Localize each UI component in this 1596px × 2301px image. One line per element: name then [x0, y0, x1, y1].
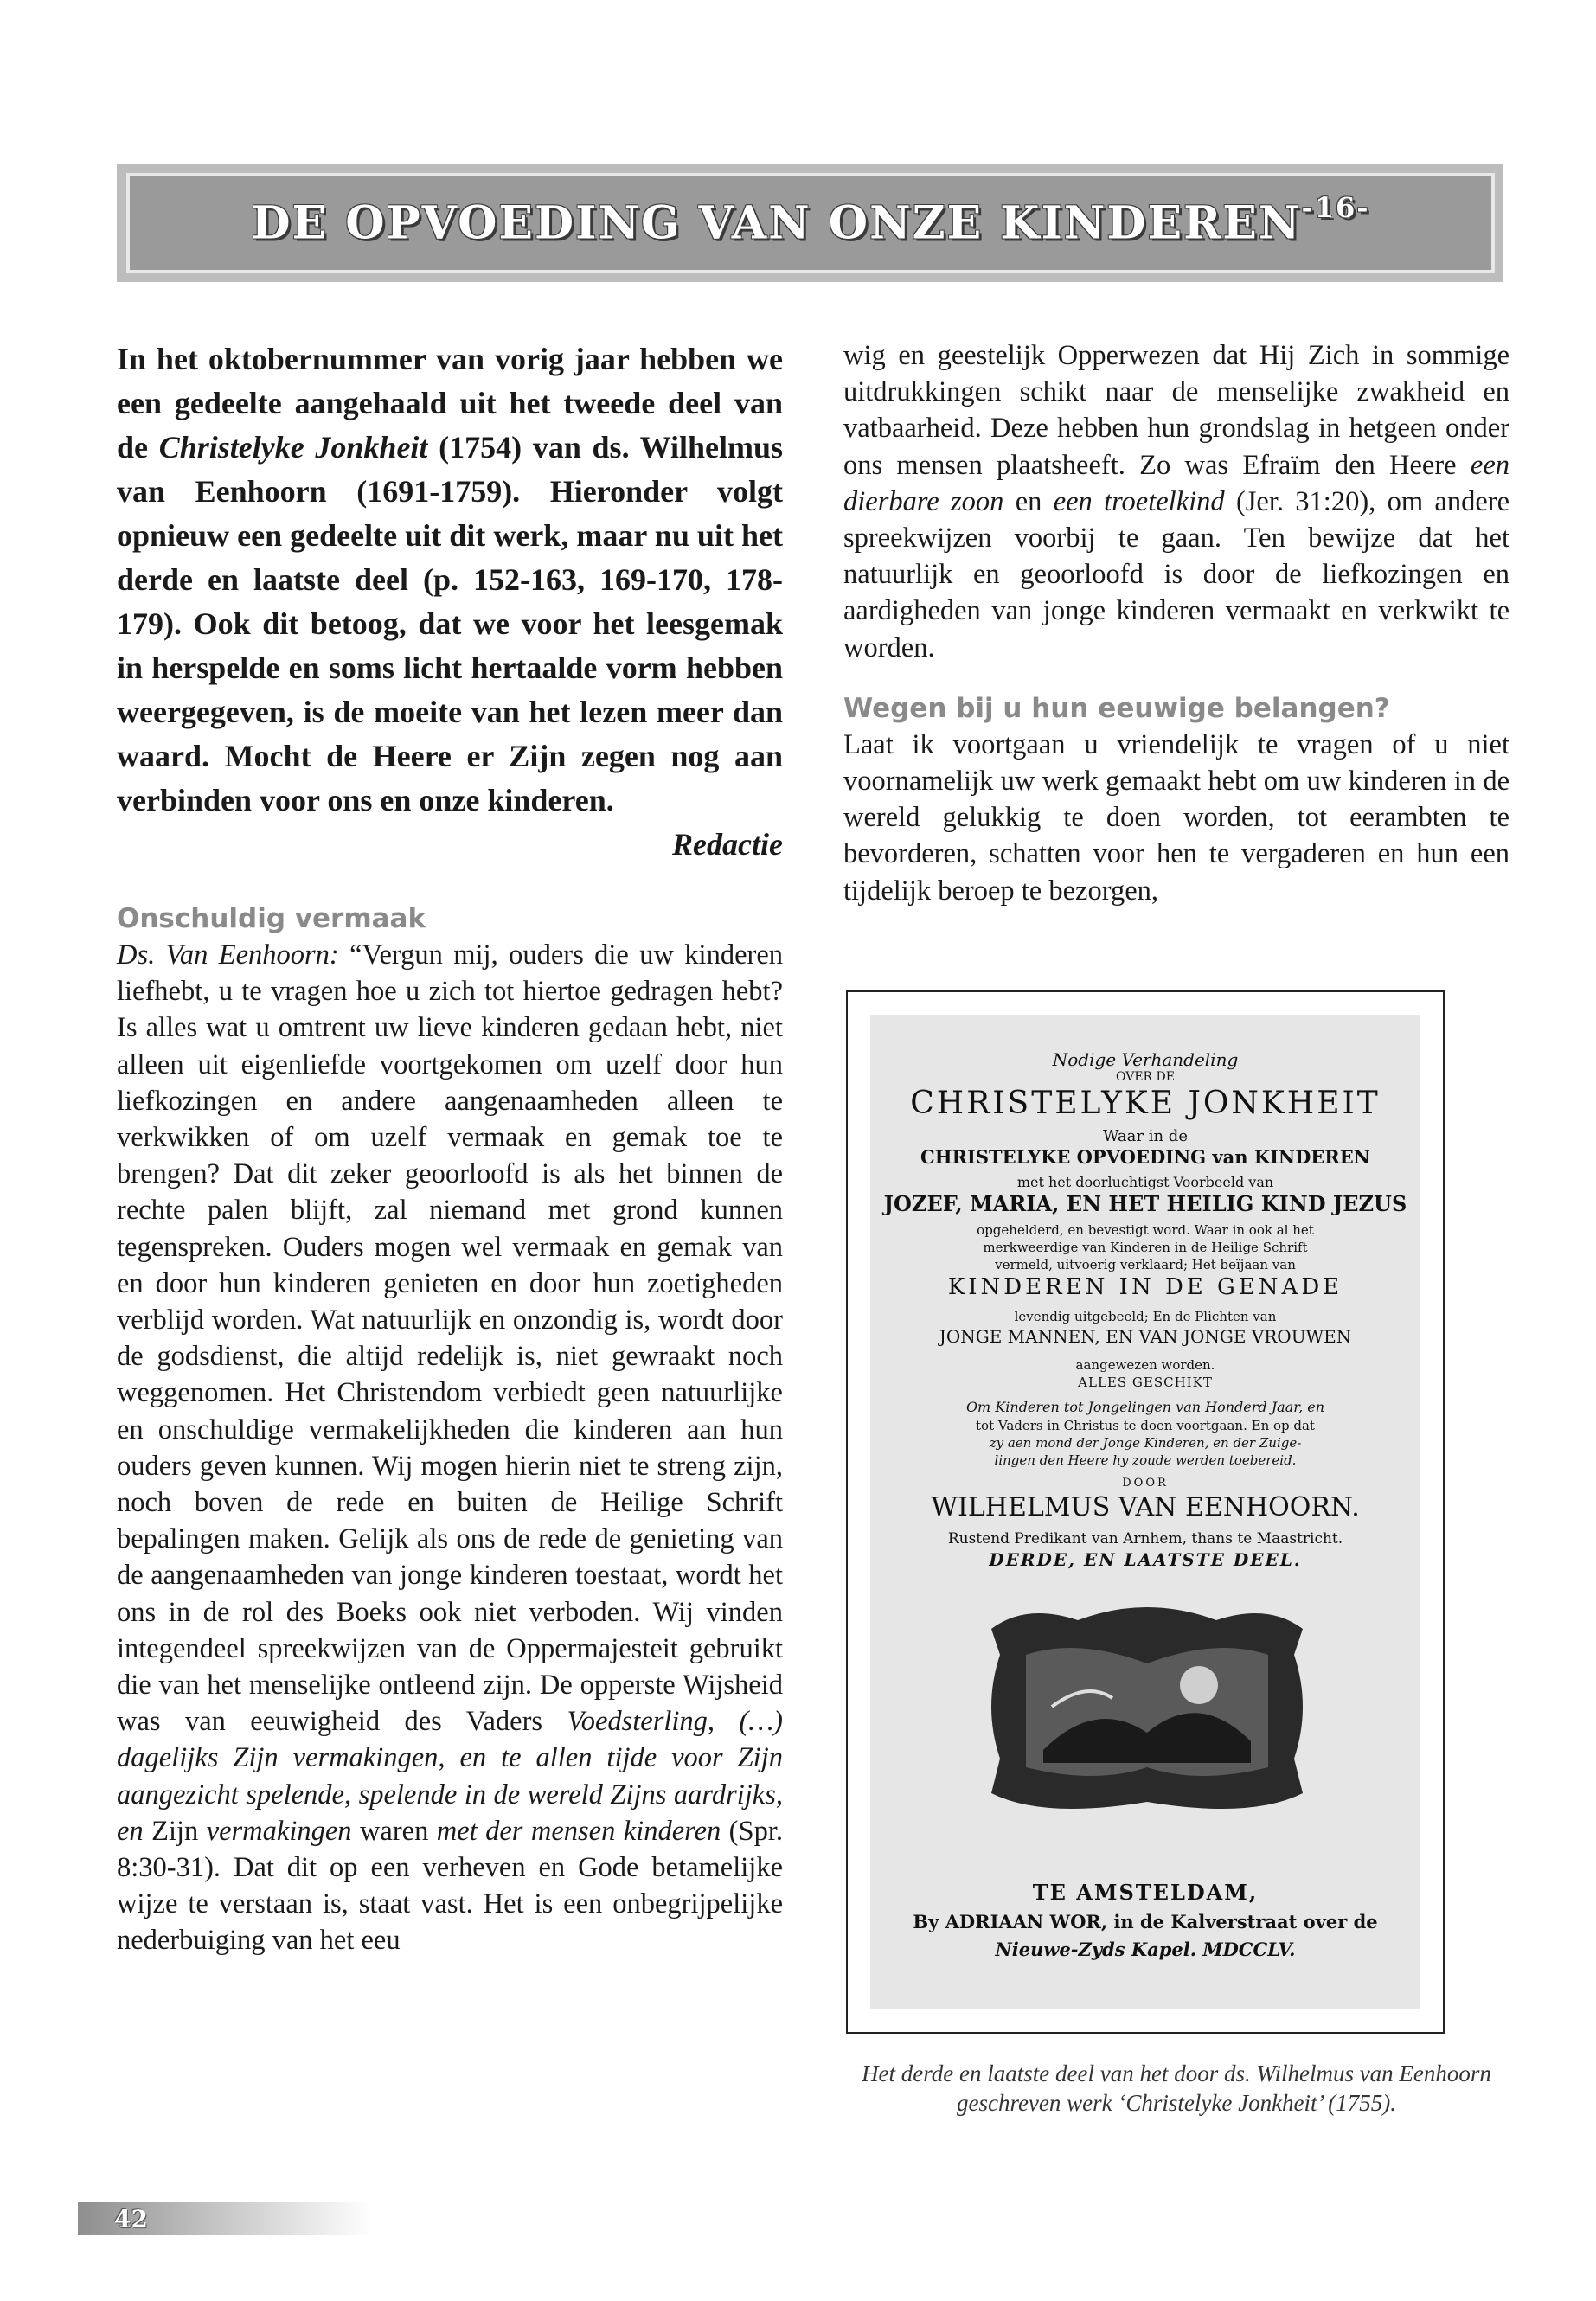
page-title: DE OPVOEDING VAN ONZE $KINDEREN^{-16-}$ [251, 191, 1370, 250]
tp-line: CHRISTELYKE JONKHEIT [910, 1086, 1381, 1121]
tp-line: ALLES GESCHIKT [1078, 1375, 1213, 1390]
left-column [117, 337, 783, 1959]
tp-line: levendig uitgebeeld; En de Plichten van [1014, 1309, 1277, 1324]
tp-line: TE AMSTELDAM, [1032, 1880, 1259, 1905]
tp-line: By ADRIAAN WOR, in de Kalverstraat over de [913, 1911, 1378, 1932]
tp-line: Rustend Predikant van Arnhem, thans te Maastricht. [947, 1530, 1343, 1548]
tp-line: aangewezen worden. [1075, 1357, 1215, 1373]
series-number: -16- [1301, 191, 1370, 225]
tp-line: Nieuwe-Zyds Kapel. MDCCLV. [995, 1939, 1296, 1960]
tp-line: vermeld, uitvoerig verklaard; Het beïjaan van [995, 1257, 1296, 1272]
tp-line: opgehelderd, en bevestigt word. Waar in ook al het [977, 1222, 1314, 1238]
tp-line: WILHELMUS VAN EENHOORN. [931, 1492, 1360, 1522]
tp-line: OVER DE [1116, 1070, 1175, 1084]
title-page-scan [870, 1015, 1420, 2009]
tp-line: zy aen mond der Jonge Kinderen, en der Zuige- [989, 1435, 1302, 1451]
title-box [126, 173, 1495, 273]
right-column [843, 337, 1509, 909]
tp-line: DERDE, EN LAATSTE DEEL. [989, 1549, 1302, 1570]
tp-line: Waar in de [1103, 1127, 1188, 1145]
engraving-vignette [974, 1603, 1320, 1819]
tp-line: JONGE MANNEN, EN VAN JONGE VROUWEN [939, 1326, 1352, 1347]
continued-paragraph: wig en geestelijk Opperwezen dat Hij Zich in sommige uitdrukkingen schikt naar de menselijke zwakheid en vatbaarheid. Deze hebben hun grondslag in hetgeen onder ons mensen plaatsheeft. Zo was Efraïm den Heere een dierbare zoon en een troetelkind (Jer. 31:20), om andere spreekwijzen voorbij te gaan. Ten bewijze dat het natuurlijk en geoorloofd is door de liefkozingen en aardigheden van jonge kinderen vermaakt en verkwikt te worden. [843, 340, 1509, 663]
tp-line: lingen den Heere hy zoude werden toebereid. [994, 1452, 1297, 1468]
tp-line: CHRISTELYKE OPVOEDING van KINDEREN [920, 1146, 1370, 1168]
figure-caption: Het derde en laatste deel van het door ds. Wilhelmus van Eenhoorn geschreven werk ‘Christelyke Jonkheit’ (1755). [862, 2061, 1491, 2116]
tp-line: JOZEF, MARIA, EN HET HEILIG KIND JEZUS [883, 1191, 1407, 1216]
section-body-belangen: Laat ik voortgaan u vriendelijk te vragen of u niet voornamelijk uw werk gemaakt hebt om uw kinderen in de wereld gelukkig te doen worden, tot eerambten te bevorderen, schatten voor hen te vergaderen en hun een tijdelijk beroep te bezorgen, [843, 728, 1509, 907]
tp-line: KINDEREN IN DE GENADE [947, 1274, 1343, 1300]
page-number: 42 [114, 2205, 148, 2234]
intro-paragraph: In het oktobernummer van vorig jaar hebben we een gedeelte aangehaald uit het tweede deel van de Christelyke Jonkheit (1754) van ds. Wilhelmus van Eenhoorn (1691-1759). Hieronder volgt opnieuw een gedeelte uit dit werk, maar nu uit het derde en laatste deel (p. 152-163, 169-170, 178-179). Ook dit betoog, dat we voor het leesgemak in herspelde en soms licht hertaalde vorm hebben weergegeven, is de moeite van het lezen meer dan waard. Mocht de Heere er Zijn zegen nog aan verbinden voor ons en onze kinderen. [117, 342, 783, 817]
tp-line: DOOR [1122, 1477, 1169, 1490]
tp-line: merkweerdige van Kinderen in de Heilige Schrift [983, 1240, 1308, 1255]
section-heading-onschuldig: Onschuldig vermaak [117, 903, 426, 934]
tp-line: tot Vaders in Christus te doen voortgaan. En op dat [976, 1418, 1315, 1433]
signature: Redactie [672, 827, 783, 862]
tp-line: Nodige Verhandeling [1052, 1049, 1239, 1070]
section-heading-belangen: Wegen bij u hun eeuwige belangen? [843, 692, 1390, 724]
book-title-page-image [846, 990, 1445, 2034]
tp-line: Om Kinderen tot Jongelingen van Honderd Jaar, en [965, 1399, 1325, 1415]
tp-line: met het doorluchtigst Voorbeeld van [1016, 1174, 1274, 1190]
section-body-onschuldig: Ds. Van Eenhoorn: “Vergun mij, ouders die uw kinderen liefhebt, u te vragen hoe u zich tot hiertoe gedragen hebt? Is alles wat u omtrent uw lieve kinderen gedaan hebt, niet alleen uit eigenliefde voortgekomen om uzelf door hun liefkozingen en andere aangenaamheden alleen te verkwikken of om uzelf vermaak en gemak toe te brengen? Dat dit zeker geoorloofd is als het binnen de rechte palen blijft, zal niemand met grond kunnen tegenspreken. Ouders mogen wel vermaak en gemak van en door hun kinderen genieten en door hun zoetigheden verblijd worden. Wat natuurlijk en onzondig is, wordt door de godsdienst, die altijd redelijk is, niet gewraakt noch weggenomen. Het Christendom verbiedt geen natuurlijke en onschuldige vermakelijkheden die kinderen aan hun ouders geven kunnen. Wij mogen hierin niet te streng zijn, noch boven de rede en buiten de Heilige Schrift bepalingen maken. Gelijk als ons de rede de genieting van de aangenaamheden van jonge kinderen toestaat, wordt het ons in de rol des Boeks ook niet verboden. Wij vinden integendeel spreekwijzen van de Oppermajesteit gebruikt die van het menselijke ontleend zijn. De opperste Wijsheid was van eeuwigheid des Vaders Voedsterling, (…) dagelijks Zijn vermakingen, en te allen tijde voor Zijn aangezicht spelende, spelende in de wereld Zijns aardrijks, en Zijn vermakingen waren met der mensen kinderen (Spr. 8:30-31). Dat dit op een verheven en Gode betamelijke wijze te verstaan is, staat vast. Het is een onbegrijpelijke nederbuiging van het eeu [117, 939, 784, 1957]
